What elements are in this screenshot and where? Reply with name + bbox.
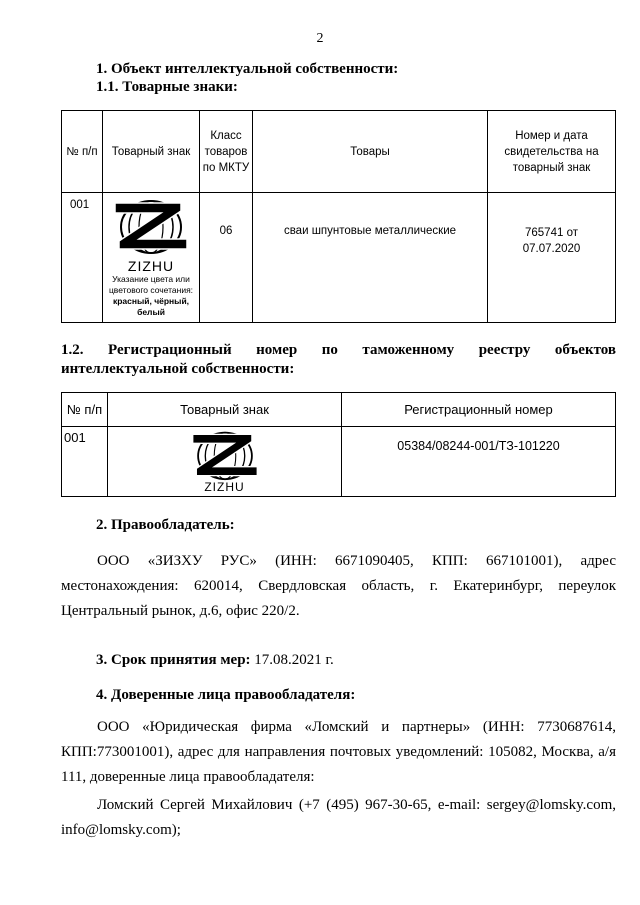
row-number: 001: [62, 427, 108, 497]
col-header-trademark: Товарный знак: [103, 111, 200, 193]
section-1-2-heading: 1.2. Регистрационный номер по таможенному реестру объектов интеллектуальной собственности:: [61, 342, 616, 377]
table-row: [62, 427, 616, 497]
section-1-heading: 1. Объект интеллектуальной собственности:: [96, 61, 399, 77]
section-4-text: ООО «Юридическая фирма «Ломский и партнеры» (ИНН: 7730687614, КПП:773001001), адрес для направления почтовых уведомлений: 105082, Москва, а/я 111, доверенные лица правообладателя:: [61, 719, 616, 785]
logo-wordmark: ZIZHU: [127, 258, 175, 274]
col-header-certificate: Номер и дата свидетельства на товарный знак: [488, 111, 616, 193]
section-3-heading: 3. Срок принятия мер:: [96, 652, 251, 668]
reg-number-cell: 05384/08244-001/ТЗ-101220: [342, 427, 616, 497]
zizhu-logo-icon: [109, 197, 193, 255]
section-1-1-heading: 1.1. Товарные знаки:: [96, 79, 238, 95]
table-header-row: [62, 111, 616, 193]
section-4-heading: 4. Доверенные лица правообладателя:: [96, 687, 356, 703]
section-3-line: [96, 648, 616, 673]
col-header-number: № п/п: [62, 111, 103, 193]
goods-cell: сваи шпунтовые металлические: [253, 193, 488, 323]
row-number: 001: [62, 193, 103, 323]
section-2-heading: 2. Правообладатель:: [96, 517, 235, 533]
table-row: [62, 193, 616, 323]
trademark-cell: [103, 193, 200, 323]
col-header-class: Класс товаров по МКТУ: [200, 111, 253, 193]
trustee-text: Ломский Сергей Михайлович (+7 (495) 967-30-65, e-mail: sergey@lomsky.com, info@lomsky.com);: [61, 797, 616, 838]
col-header-goods: Товары: [253, 111, 488, 193]
trademark-cell: [108, 427, 342, 497]
logo-wordmark: ZIZHU: [204, 480, 245, 494]
logo-color-note: Указание цвета или цветового сочетания:: [108, 274, 194, 295]
col-header-trademark: Товарный знак: [108, 393, 342, 427]
table-header-row: [62, 393, 616, 427]
col-header-reg-number: Регистрационный номер: [342, 393, 616, 427]
page-number: 2: [316, 31, 324, 46]
class-cell: 06: [200, 193, 253, 323]
customs-register-table: [61, 392, 616, 497]
certificate-cell: 765741 от 07.07.2020: [488, 193, 616, 323]
trademarks-table: [61, 110, 616, 323]
zizhu-logo-icon: [187, 429, 263, 481]
col-header-number: № п/п: [62, 393, 108, 427]
measures-date: 17.08.2021 г.: [254, 652, 334, 668]
logo-colors: красный, чёрный, белый: [112, 296, 190, 317]
section-2-text: ООО «ЗИЗХУ РУС» (ИНН: 6671090405, КПП: 667101001), адрес местонахождения: 620014, Свердловская область, г. Екатеринбург, переулок Центральный рынок, д.6, офис 220/2.: [61, 553, 616, 619]
